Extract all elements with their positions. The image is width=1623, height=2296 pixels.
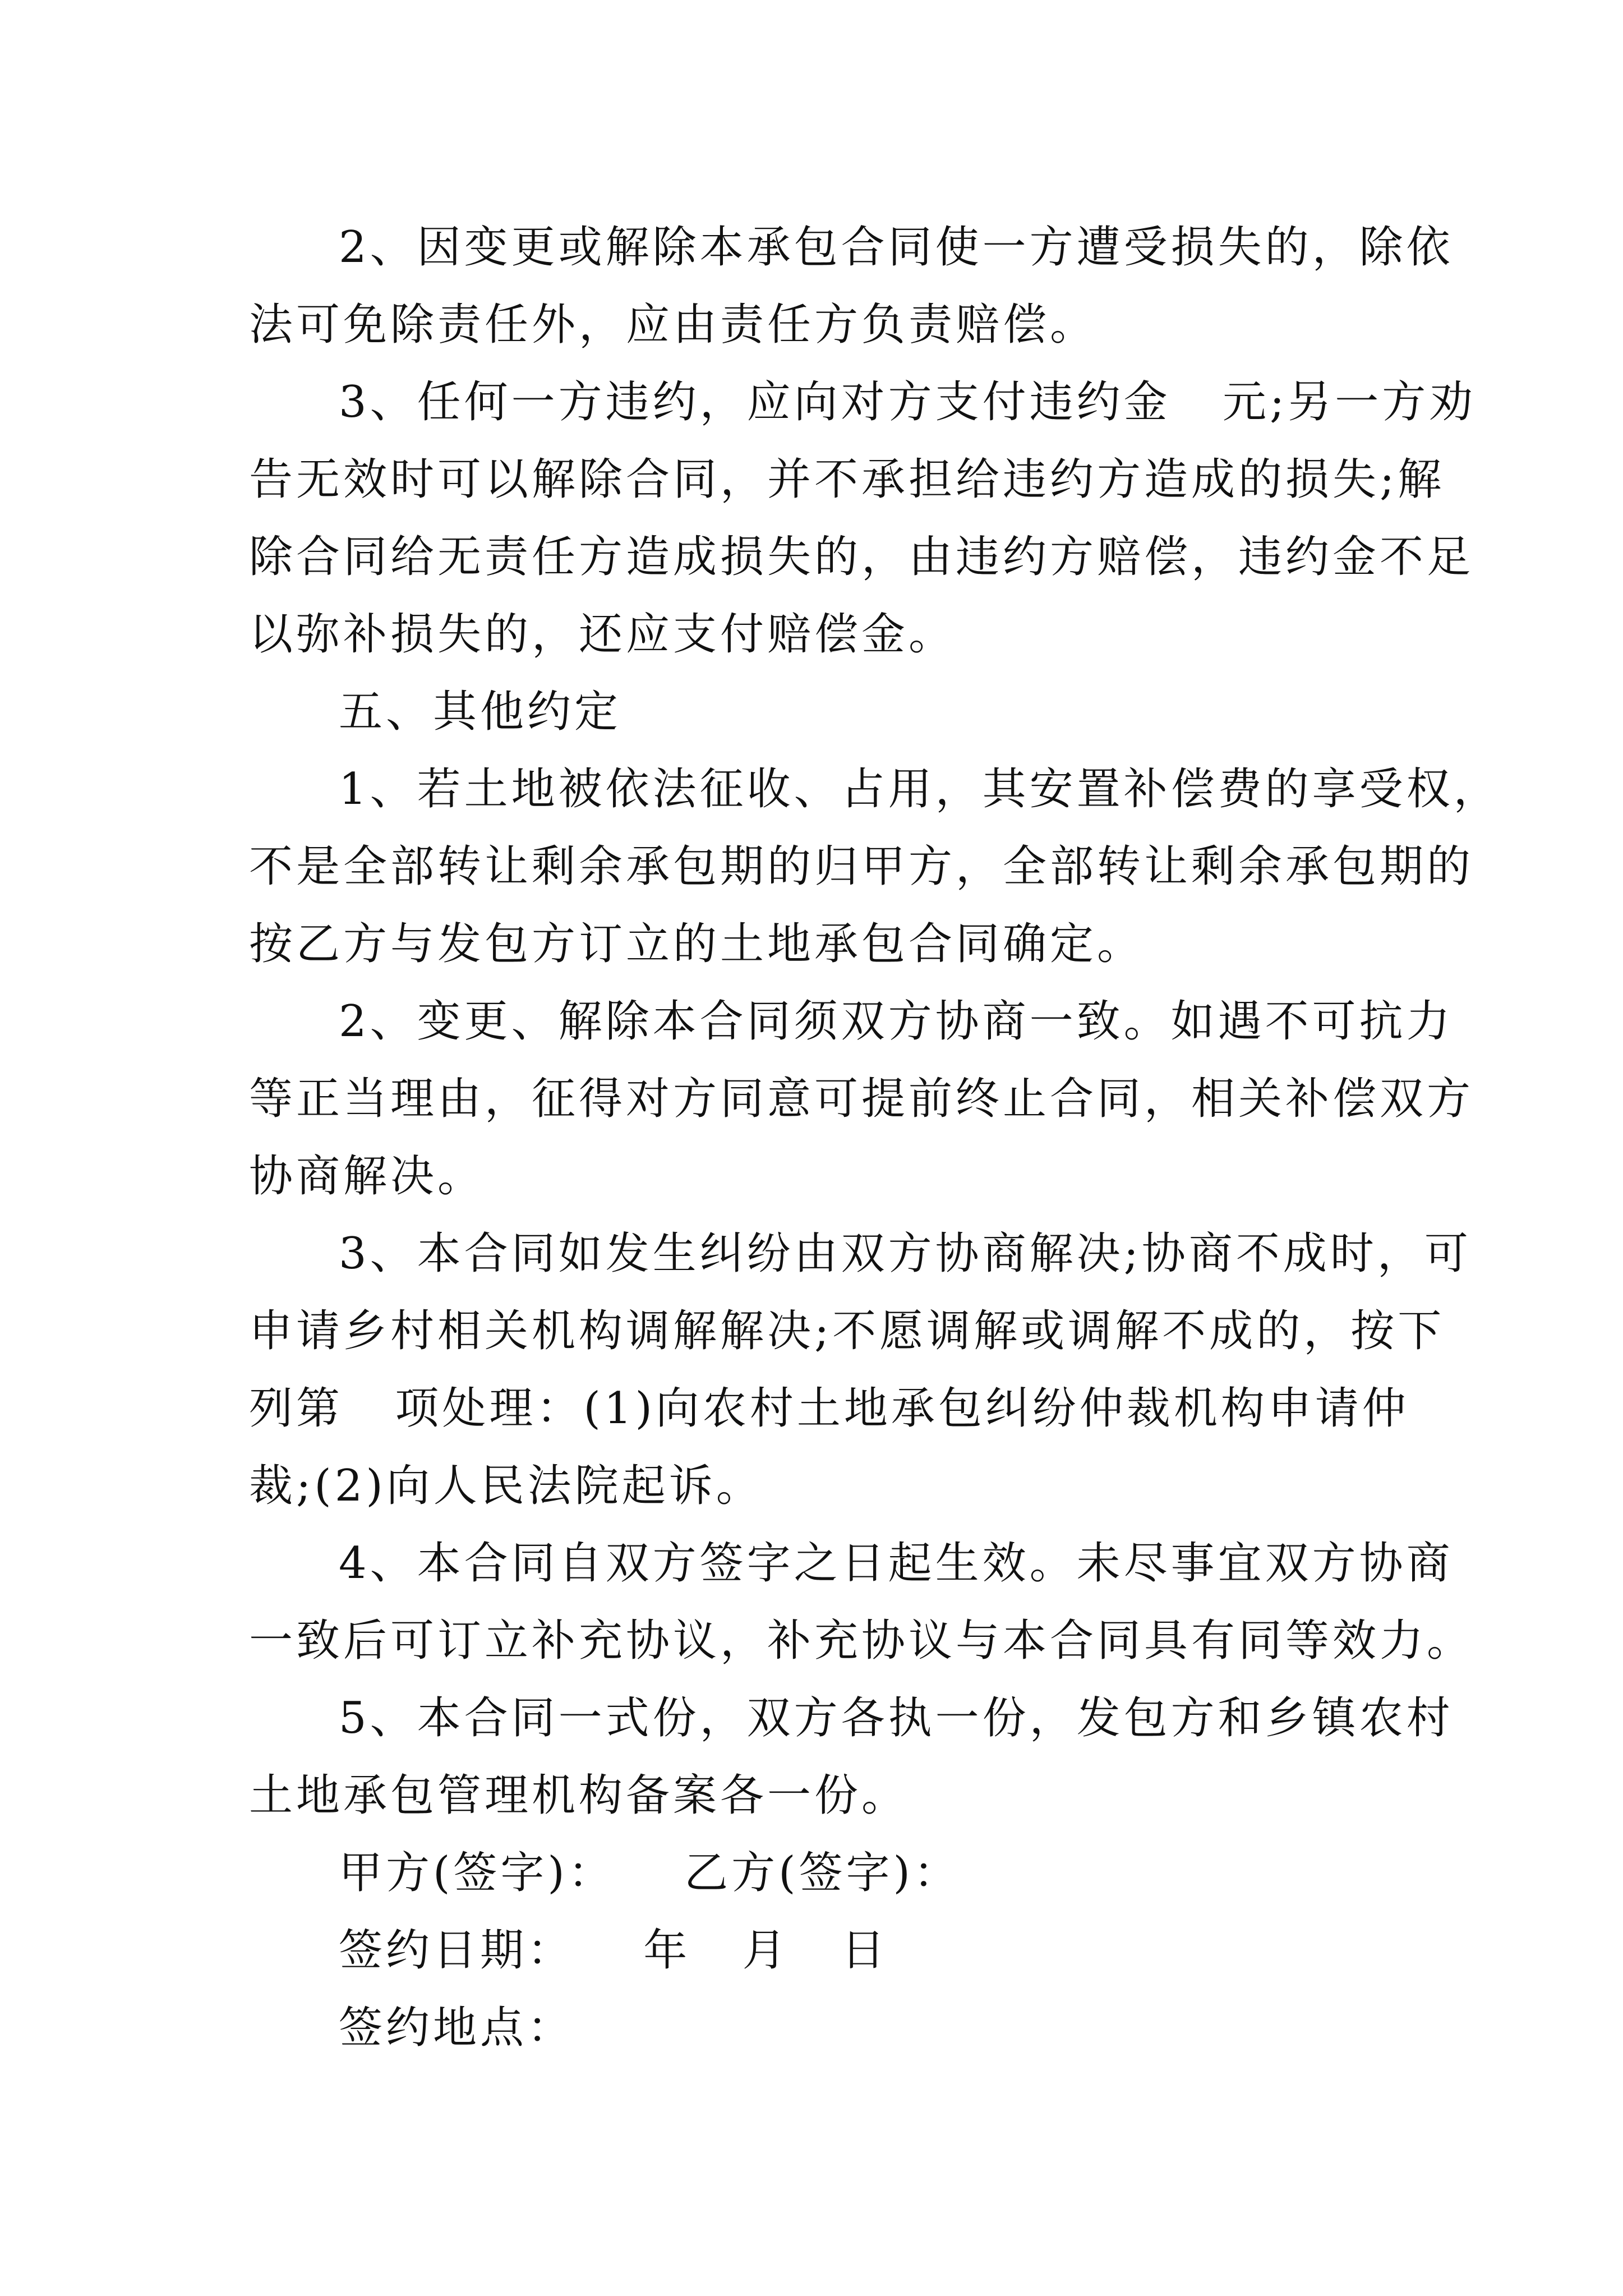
place-row bbox=[249, 1989, 1374, 2067]
signature-block bbox=[249, 1834, 1374, 2067]
section-heading: 五、其他约定 bbox=[339, 687, 622, 737]
text-line: 2、因变更或解除本承包合同使一方遭受损失的，除依 bbox=[339, 222, 1454, 273]
signature-gap bbox=[615, 1848, 684, 1898]
paragraph-p5 bbox=[249, 983, 1474, 1215]
contract-text bbox=[249, 209, 1501, 2067]
text-line: 裁;(2)向人民法院起诉。 bbox=[249, 1461, 763, 1511]
signature-row bbox=[249, 1834, 1374, 1912]
text-line: 3、任何一方违约，应向对方支付违约金 元;另一方劝 bbox=[339, 377, 1477, 427]
date-gap bbox=[574, 1925, 643, 1976]
text-line: 协商解决。 bbox=[249, 1151, 485, 1202]
sign-date-label: 签约日期： bbox=[339, 1925, 575, 1976]
party-a-signature-label: 甲方(签字)： bbox=[339, 1848, 615, 1898]
text-line: 除合同给无责任方造成损失的，由违约方赔偿，违约金不足 bbox=[249, 532, 1474, 582]
paragraph-p8 bbox=[249, 1680, 1454, 1834]
date-row bbox=[249, 1912, 1374, 1989]
paragraph-p7 bbox=[249, 1525, 1474, 1680]
sign-date-parts: 年 月 日 bbox=[643, 1925, 888, 1976]
section-heading-other-terms bbox=[249, 673, 1374, 751]
paragraph-p4 bbox=[249, 751, 1501, 983]
text-line: 以弥补损失的，还应支付赔偿金。 bbox=[249, 609, 956, 660]
text-line: 列第 项处理：(1)向农村土地承包纠纷仲裁机构申请仲 bbox=[249, 1383, 1409, 1434]
text-line: 土地承包管理机构备案各一份。 bbox=[249, 1770, 909, 1821]
paragraph-p2 bbox=[249, 364, 1477, 673]
text-line: 2、变更、解除本合同须双方协商一致。如遇不可抗力 bbox=[339, 996, 1454, 1047]
party-b-signature-label: 乙方(签字)： bbox=[684, 1848, 961, 1898]
text-line: 5、本合同一式份，双方各执一份，发包方和乡镇农村 bbox=[339, 1693, 1454, 1743]
text-line: 4、本合同自双方签字之日起生效。未尽事宜双方协商 bbox=[339, 1538, 1454, 1589]
sign-place-label: 签约地点： bbox=[339, 2003, 575, 2053]
text-line: 等正当理由，征得对方同意可提前终止合同，相关补偿双方 bbox=[249, 1074, 1474, 1124]
paragraph-p1 bbox=[249, 209, 1454, 364]
text-line: 按乙方与发包方订立的土地承包合同确定。 bbox=[249, 919, 1145, 969]
text-line: 3、本合同如发生纠纷由双方协商解决;协商不成时，可 bbox=[339, 1228, 1472, 1279]
text-line: 一致后可订立补充协议，补充协议与本合同具有同等效力。 bbox=[249, 1616, 1474, 1666]
paragraph-p6 bbox=[249, 1215, 1472, 1525]
text-line: 1、若土地被依法征收、占用，其安置补偿费的享受权， bbox=[339, 764, 1501, 815]
text-line: 申请乡村相关机构调解解决;不愿调解或调解不成的，按下 bbox=[249, 1306, 1445, 1356]
text-line: 不是全部转让剩余承包期的归甲方，全部转让剩余承包期的 bbox=[249, 841, 1474, 892]
text-line: 告无效时可以解除合同，并不承担给违约方造成的损失;解 bbox=[249, 454, 1445, 505]
text-line: 法可免除责任外，应由责任方负责赔偿。 bbox=[249, 300, 1098, 350]
